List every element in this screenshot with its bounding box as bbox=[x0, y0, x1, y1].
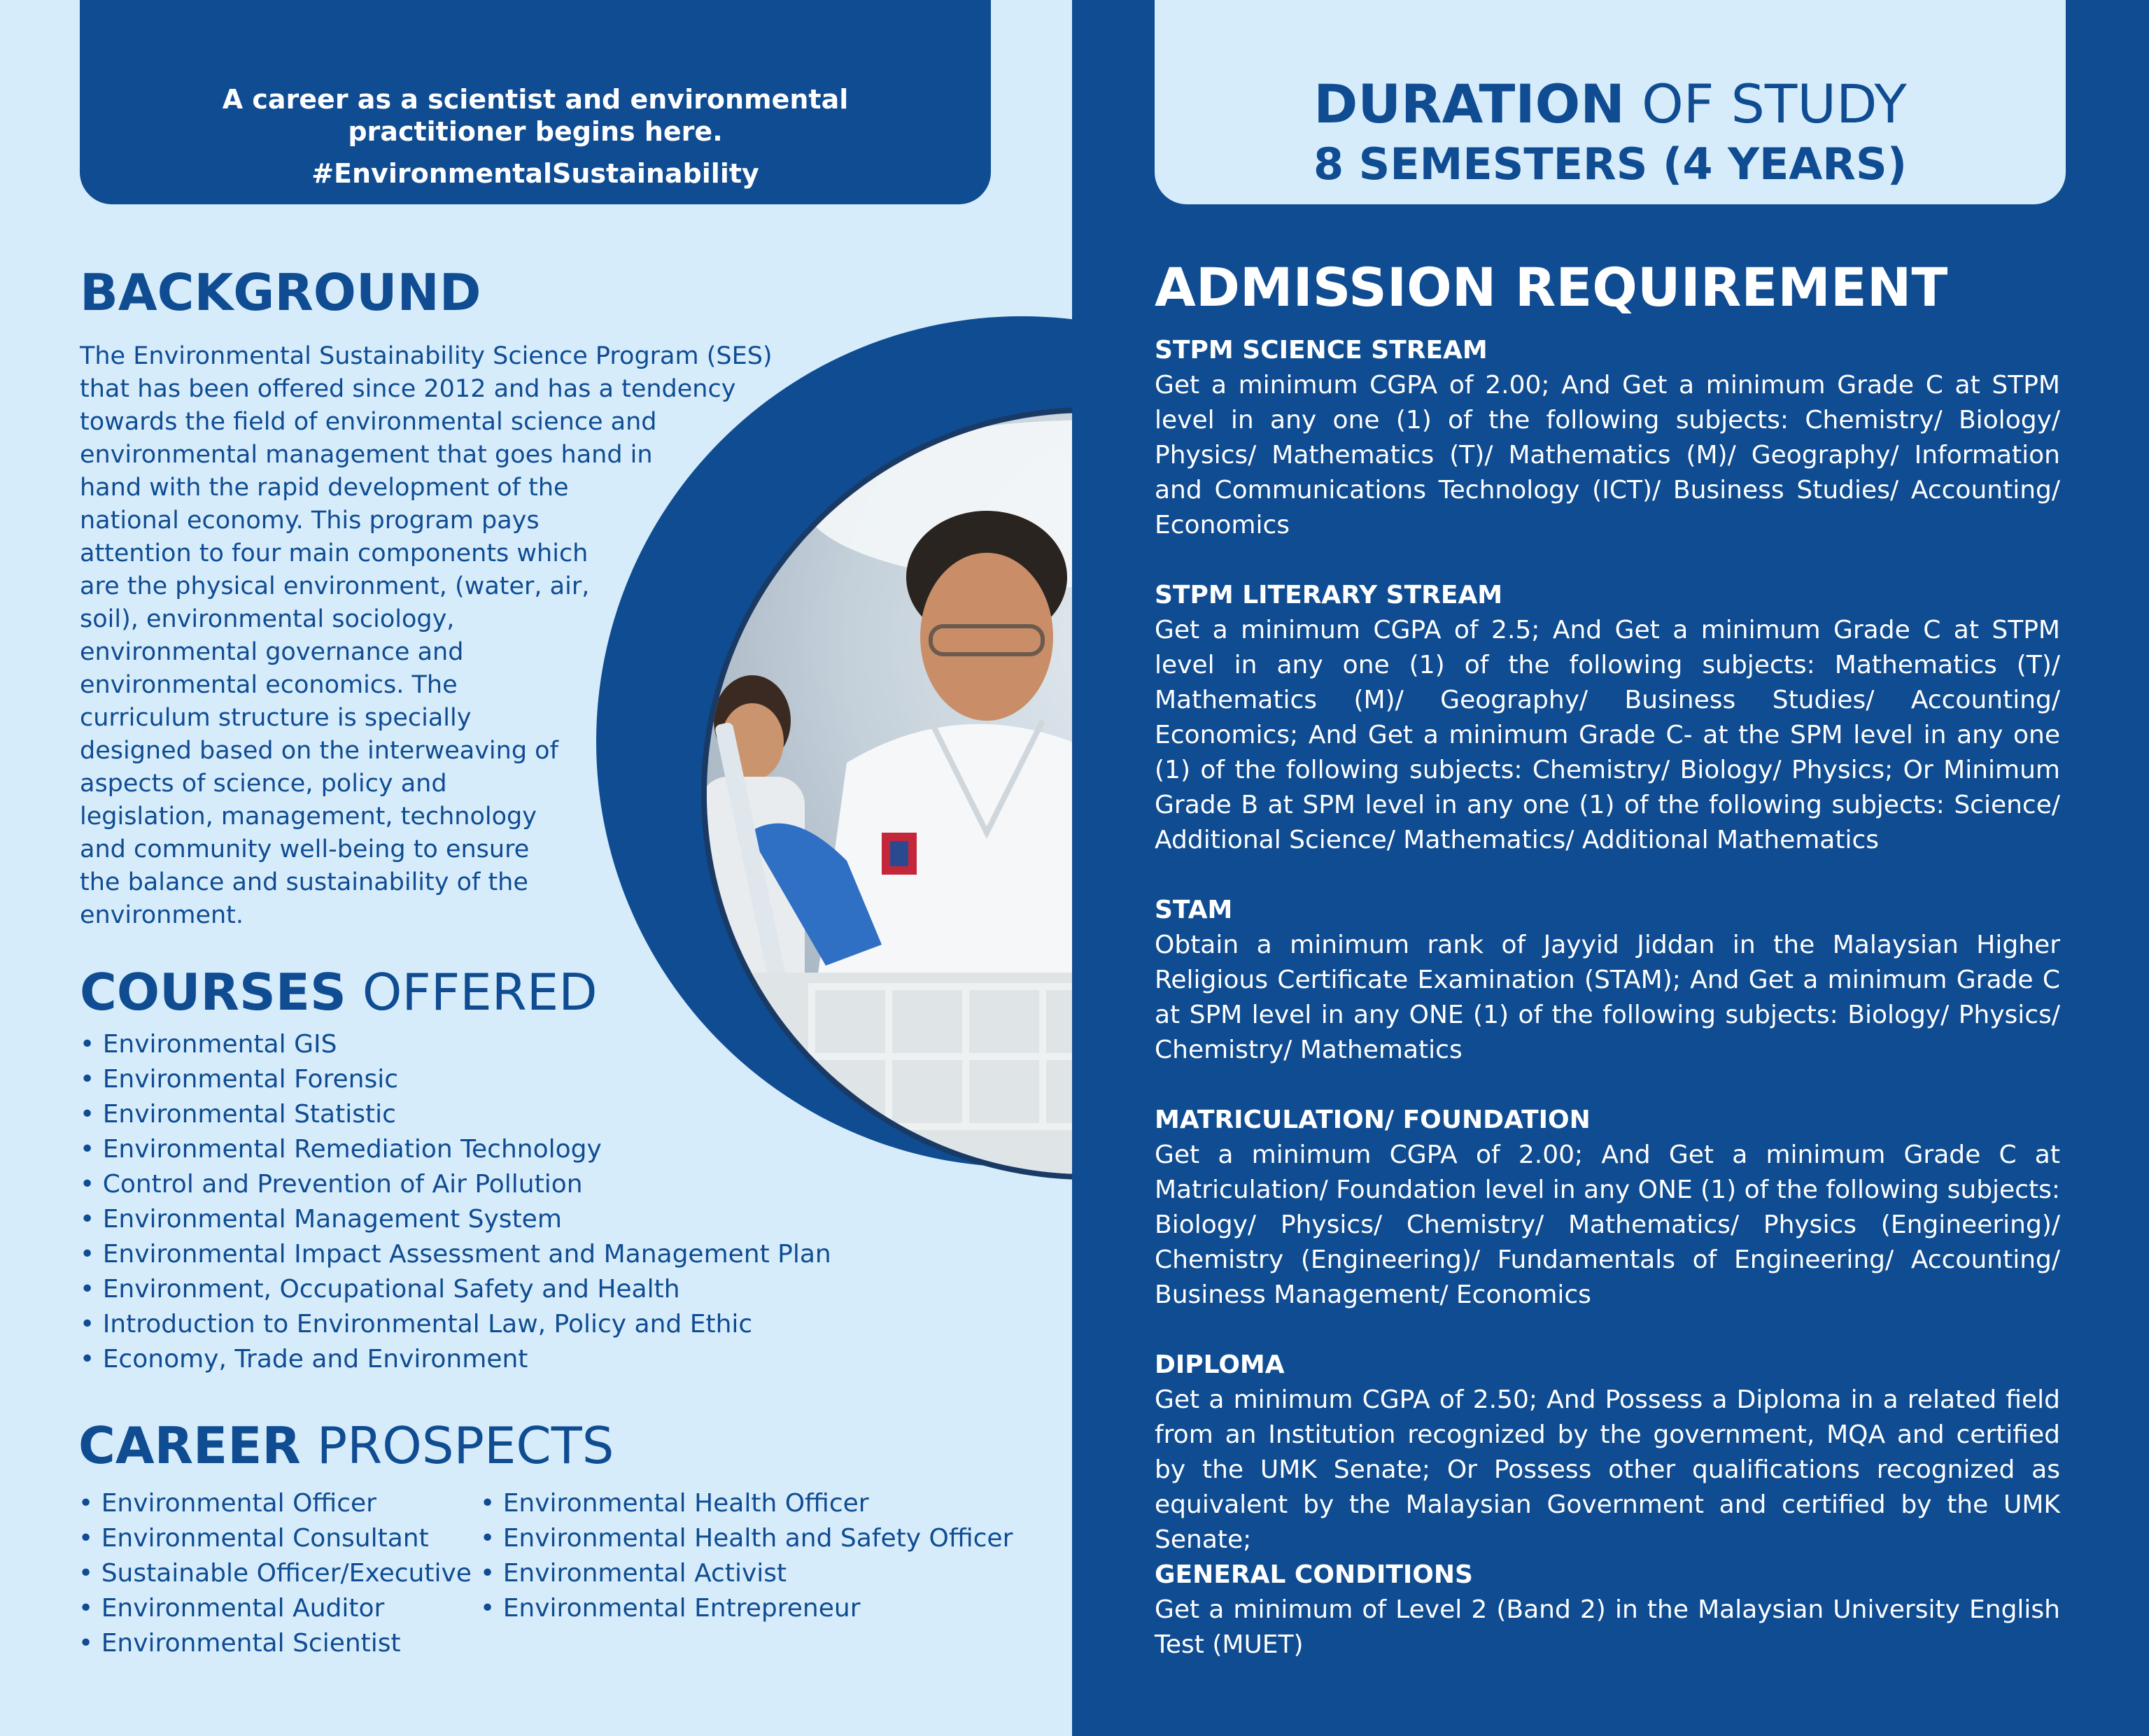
background-line: are the physical environment, (water, air, bbox=[80, 572, 590, 600]
career-list-col2 bbox=[480, 1486, 1013, 1626]
admission-heading-bold: REQUIREMENT bbox=[1514, 256, 1948, 318]
requirement-body: Get a minimum CGPA of 2.00; And Get a minimum Grade C at Matriculation/ Foundation level in any ONE (1) of the following subjects: Biology/ Physics/ Chemistry/ Mathematics/ Physics (Engineering)/ Chemistry (Engineering)/ Fundamentals of Engineering/ Accounting/ Business Management/ Economics bbox=[1155, 1141, 2060, 1309]
career-item: • Environmental Activist bbox=[480, 1556, 1013, 1591]
background-line: and community well-being to ensure bbox=[80, 835, 530, 863]
requirement-stpm-science bbox=[1155, 333, 2060, 543]
background-line: attention to four main components which bbox=[80, 539, 589, 567]
duration-value: 8 SEMESTERS (4 YEARS) bbox=[1313, 139, 1908, 190]
course-item: • Environmental GIS bbox=[80, 1027, 831, 1062]
requirement-title: STAM bbox=[1155, 896, 1233, 924]
requirement-title: DIPLOMA bbox=[1155, 1350, 1285, 1379]
requirement-body: Obtain a minimum rank of Jayyid Jiddan in the Malaysian Higher Religious Certificate Examination (STAM); And Get a minimum Grade C at SPM level in any ONE (1) of the following subjects: Biology/ Physics/ Chemistry/ Mathematics bbox=[1155, 931, 2060, 1064]
background-line: The Environmental Sustainability Science Program (SES) bbox=[80, 342, 773, 370]
tagline-box bbox=[80, 0, 991, 204]
course-item: • Environmental Impact Assessment and Management Plan bbox=[80, 1237, 831, 1272]
requirement-stam bbox=[1155, 893, 2060, 1068]
career-item: • Environmental Officer bbox=[78, 1486, 472, 1521]
requirement-stpm-literary bbox=[1155, 578, 2060, 858]
admission-heading-light: ADMISSION bbox=[1155, 256, 1497, 318]
background-line: the balance and sustainability of the bbox=[80, 868, 528, 896]
duration-title-light: OF STUDY bbox=[1641, 73, 1907, 135]
background-line: environment. bbox=[80, 901, 244, 929]
requirement-title: MATRICULATION/ FOUNDATION bbox=[1155, 1106, 1591, 1134]
career-heading-light: PROSPECTS bbox=[316, 1416, 614, 1475]
career-heading-bold: CAREER bbox=[78, 1416, 301, 1475]
courses-heading bbox=[80, 963, 598, 1022]
requirement-title: STPM LITERARY STREAM bbox=[1155, 581, 1503, 609]
course-item: • Environmental Statistic bbox=[80, 1097, 831, 1132]
tagline-line-1: A career as a scientist and environmental bbox=[222, 84, 849, 115]
background-line: environmental governance and bbox=[80, 638, 464, 666]
course-item: • Introduction to Environmental Law, Policy and Ethic bbox=[80, 1307, 831, 1342]
requirement-matriculation bbox=[1155, 1103, 2060, 1313]
career-item: • Environmental Health Officer bbox=[480, 1486, 1013, 1521]
background-line: legislation, management, technology bbox=[80, 803, 537, 831]
admission-heading bbox=[1155, 256, 1947, 319]
requirement-body: Get a minimum CGPA of 2.00; And Get a minimum Grade C at STPM level in any one (1) of the following subjects: Chemistry/ Biology/ Physics/ Mathematics (T)/ Mathematics (M)/ Geography/ Information and Communications Technology (ICT)/ Business Studies/ Accounting/ Economics bbox=[1155, 371, 2060, 539]
requirement-title: STPM SCIENCE STREAM bbox=[1155, 336, 1488, 365]
background-text bbox=[80, 340, 780, 932]
background-line: towards the field of environmental science and bbox=[80, 408, 657, 436]
tagline-hashtag: #EnvironmentalSustainability bbox=[311, 158, 759, 189]
career-item: • Environmental Consultant bbox=[78, 1521, 472, 1556]
career-list-col1 bbox=[78, 1486, 472, 1661]
course-item: • Economy, Trade and Environment bbox=[80, 1342, 831, 1377]
course-item: • Environmental Remediation Technology bbox=[80, 1132, 831, 1167]
duration-box bbox=[1155, 0, 2066, 204]
requirement-body: Get a minimum of Level 2 (Band 2) in the Malaysian University English Test (MUET) bbox=[1155, 1595, 2060, 1659]
background-line: environmental management that goes hand in bbox=[80, 441, 653, 469]
career-item: • Environmental Auditor bbox=[78, 1591, 472, 1626]
background-heading bbox=[80, 263, 481, 322]
course-item: • Environmental Management System bbox=[80, 1202, 831, 1237]
background-line: designed based on the interweaving of bbox=[80, 737, 558, 765]
requirement-body: Get a minimum CGPA of 2.50; And Possess a Diploma in a related field from an Institution recognized by the government, MQA and certified by the UMK Senate; Or Possess other qualifications recognized as equivalent by the Malaysian Government and certified by the UMK Senate; bbox=[1155, 1385, 2060, 1554]
background-line: that has been offered since 2012 and has a tendency bbox=[80, 375, 736, 403]
requirement-general bbox=[1155, 1558, 2060, 1663]
background-line: aspects of science, policy and bbox=[80, 770, 447, 798]
requirement-body: Get a minimum CGPA of 2.5; And Get a minimum Grade C at STPM level in any one (1) of the following subjects: Mathematics (T)/ Mathematics (M)/ Geography/ Business Studies/ Accounting/ Economics; And Get a minimum Grade C- at the SPM level in any one (1) of the following subjects: Chemistry/ Biology/ Physics; Or Minimum Grade B at SPM level in any one (1) of the following subjects: Science/ Additional Science/ Mathematics/ Additional Mathematics bbox=[1155, 616, 2060, 854]
requirement-diploma bbox=[1155, 1348, 2060, 1558]
courses-heading-bold: COURSES bbox=[80, 963, 346, 1022]
tagline-line-2: practitioner begins here. bbox=[348, 116, 723, 147]
course-item: • Environment, Occupational Safety and Health bbox=[80, 1272, 831, 1307]
background-line: environmental economics. The bbox=[80, 671, 458, 699]
background-line: soil), environmental sociology, bbox=[80, 605, 455, 633]
courses-list bbox=[80, 1027, 831, 1377]
career-heading bbox=[78, 1416, 614, 1475]
duration-title-bold: DURATION bbox=[1313, 73, 1625, 135]
courses-heading-light: OFFERED bbox=[362, 963, 598, 1022]
background-line: curriculum structure is specially bbox=[80, 704, 472, 732]
course-item: • Environmental Forensic bbox=[80, 1062, 831, 1097]
career-item: • Environmental Scientist bbox=[78, 1626, 472, 1661]
career-item: • Environmental Entrepreneur bbox=[480, 1591, 1013, 1626]
course-item: • Control and Prevention of Air Pollution bbox=[80, 1167, 831, 1202]
career-item: • Environmental Health and Safety Officer bbox=[480, 1521, 1013, 1556]
background-line: hand with the rapid development of the bbox=[80, 474, 569, 502]
background-heading-text: BACKGROUND bbox=[80, 263, 481, 322]
career-item: • Sustainable Officer/Executive bbox=[78, 1556, 472, 1591]
requirement-title: GENERAL CONDITIONS bbox=[1155, 1560, 1473, 1589]
duration-title bbox=[1155, 73, 2066, 136]
background-line: national economy. This program pays bbox=[80, 507, 540, 535]
